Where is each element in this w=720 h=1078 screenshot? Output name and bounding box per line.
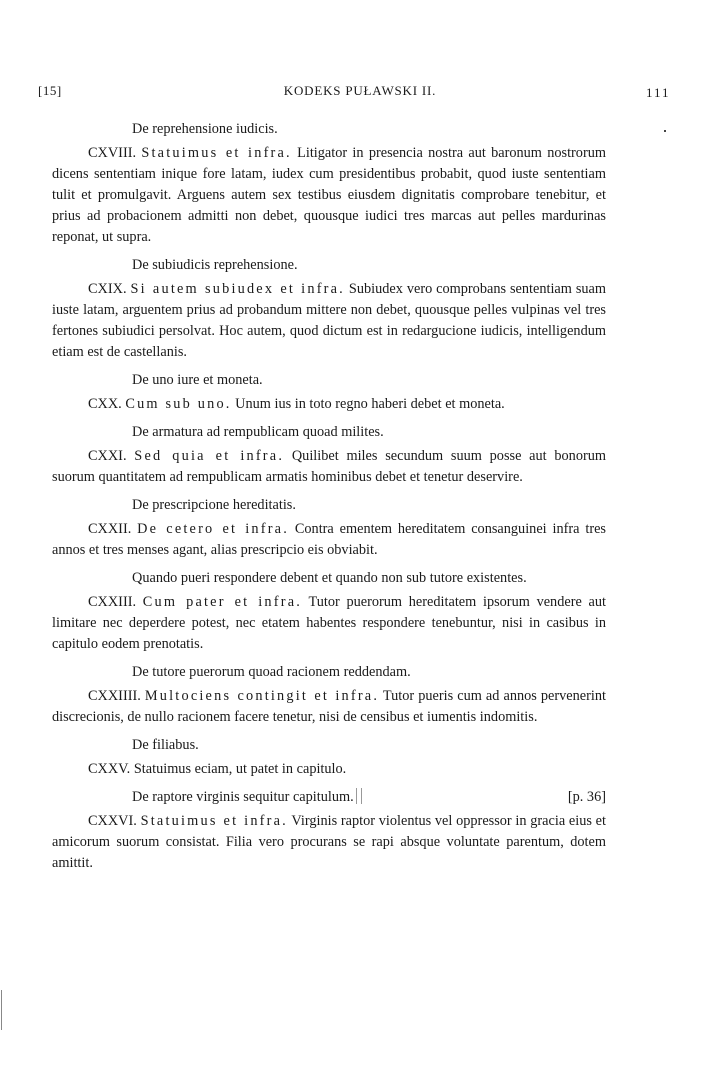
article-text: Virginis raptor violentus vel oppressor in gracia eius et amicorum suorum consistat. Filia vero procurans se rapi absque voluntate parentum, dotem amittit. xyxy=(52,813,606,871)
article-incipit: Statuimus et infra. xyxy=(140,813,288,829)
section-heading: De raptore virginis sequitur capitulum. xyxy=(132,789,354,805)
section-heading-with-page-mark xyxy=(52,786,606,811)
article xyxy=(52,143,606,254)
article xyxy=(52,759,606,786)
article-incipit: De cetero et infra. xyxy=(137,521,289,537)
document-body xyxy=(52,118,606,880)
article-incipit: Cum sub uno. xyxy=(125,396,232,412)
speck xyxy=(664,130,666,132)
section-heading: De uno iure et moneta. xyxy=(132,372,263,388)
article-number: CXIX. xyxy=(88,281,127,297)
article-text: Tutor puerorum hereditatem ipsorum vendere aut limitare nec deperdere potest, nec etatem habentes respondere tenebuntur, nisi in casibus in capitulo eodem prenotatis. xyxy=(52,594,606,652)
article-incipit: Sed quia et infra. xyxy=(134,448,285,464)
article-incipit: Si autem subiudex et infra. xyxy=(130,281,345,297)
article-number: CXXVI. xyxy=(88,813,137,829)
section-heading: De tutore puerorum quoad racionem reddendam. xyxy=(132,664,411,680)
article-number: CXXIII. xyxy=(88,594,137,610)
running-title: KODEKS PUŁAWSKI II. xyxy=(283,83,437,98)
article xyxy=(52,686,606,734)
article xyxy=(52,394,606,421)
article-number: CXVIII. xyxy=(88,145,137,161)
margin-rule xyxy=(1,990,2,1030)
article-text: Contra ementem hereditatem consanguinei infra tres annos et tres menses agant, alias prescripcio eis obviabit. xyxy=(52,521,606,558)
article xyxy=(52,279,606,369)
article-number: CXXII. xyxy=(88,521,132,537)
article xyxy=(52,519,606,567)
article-incipit: Cum pater et infra. xyxy=(142,594,303,610)
section-heading: De filiabus. xyxy=(132,737,199,753)
article-text: Unum ius in toto regno haberi debet et moneta. xyxy=(235,396,505,412)
page-marker: [p. 36] xyxy=(567,789,606,805)
page-ref: [15] xyxy=(38,83,62,98)
section-heading: De reprehensione iudicis. xyxy=(132,121,278,137)
section-heading: De prescripcione hereditatis. xyxy=(132,497,296,513)
column-break-mark xyxy=(356,788,362,804)
article-text: Litigator in presencia nostra aut baronum nostrorum dicens sententiam inique fore latam, iudex cum presidentibus probabit, quod iuste sententiam tulit et promulgavit. Arguens autem sex testibus eiusdem dignitatis comprobare tenebitur, et prius ad probacionem admitti non debet, quousque iudici tres marcas aut pelles mardurinas reponat, ut supra. xyxy=(52,145,606,245)
article xyxy=(52,446,606,494)
article-number: CXX. xyxy=(88,396,122,412)
article-text: Subiudex vero comprobans sententiam suam iuste latam, arguentem prius ad probandum mittere non debet, quousque pelles vulpinas vel tres fertones subiudici persolvat. Hoc autem, quod dictum est in redargucione iudicis, intelligendum etiam est de castellanis. xyxy=(52,281,607,360)
article-incipit: Statuimus et infra. xyxy=(141,145,292,161)
page-number: 111 xyxy=(646,85,671,100)
article-text: Quilibet miles secundum suum posse aut bonorum suorum quantitatem ad rempublicam armatis hominibus debet et tenetur deservire. xyxy=(52,448,607,485)
page-header xyxy=(0,83,720,103)
article-number: CXXI. xyxy=(88,448,127,464)
article-number: CXXV. xyxy=(88,761,131,777)
article-incipit: Multociens contingit et infra. xyxy=(144,688,380,704)
section-heading: De subiudicis reprehensione. xyxy=(132,257,298,273)
section-heading: De armatura ad rempublicam quoad milites. xyxy=(132,424,384,440)
article-number: CXXIIII. xyxy=(88,688,141,704)
article xyxy=(52,592,606,661)
article xyxy=(52,811,606,880)
article-text: Tutor pueris cum ad annos pervenerint discrecionis, de nullo racionem facere tenetur, nisi de censibus et iumentis indomitis. xyxy=(52,688,606,725)
article-text: Statuimus eciam, ut patet in capitulo. xyxy=(133,761,347,777)
section-heading: Quando pueri respondere debent et quando non sub tutore existentes. xyxy=(132,570,527,586)
